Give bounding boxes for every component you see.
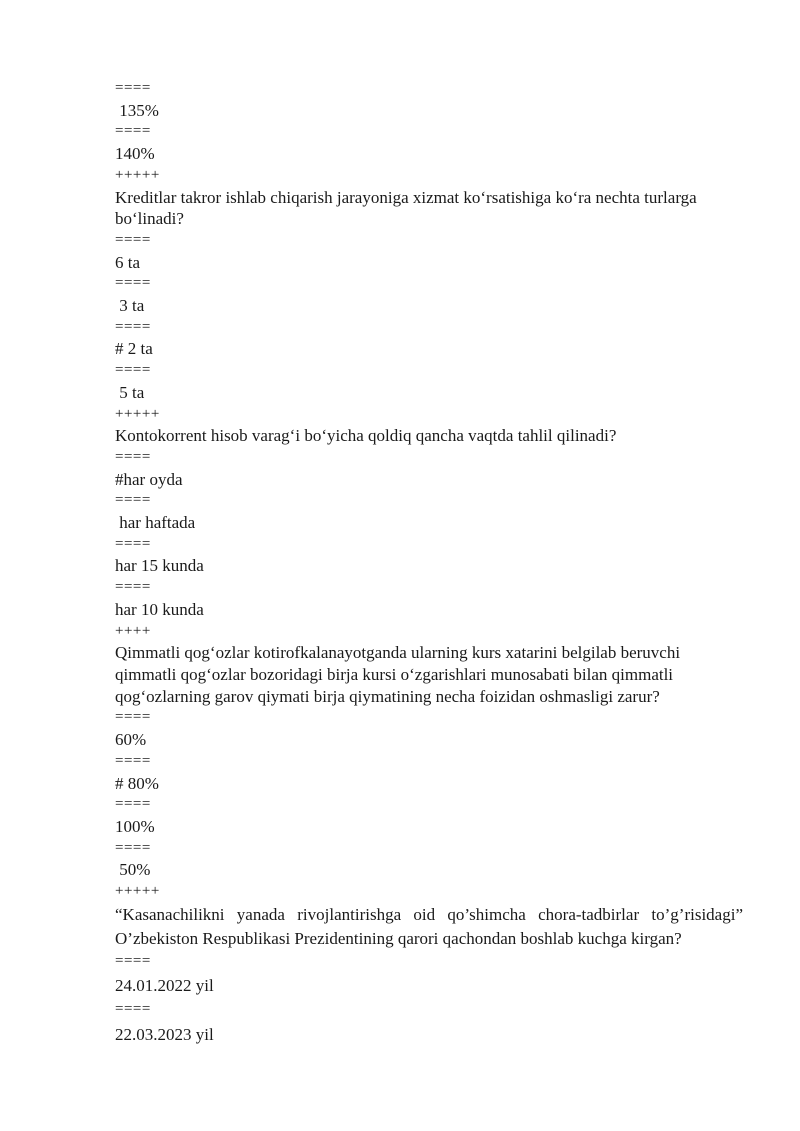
answer-option: 24.01.2022 yil: [115, 976, 214, 996]
separator-line: ====: [115, 709, 151, 726]
separator-line: ====: [115, 123, 151, 140]
separator-line: ====: [115, 448, 151, 465]
answer-option: # 80%: [115, 773, 159, 793]
separator-line: ====: [115, 1001, 151, 1018]
separator-line: ====: [115, 362, 151, 379]
answer-option: 22.03.2023 yil: [115, 1025, 214, 1045]
question-text: “Kasanachilikni yanada rivojlantirishga oid qo’shimcha chora-tadbirlar to’g’risidagi” O’zbekiston Respublikasi Prezidentining qarori qachondan boshlab kuchga kirgan?: [115, 904, 743, 948]
answer-option: har 10 kunda: [115, 599, 204, 619]
question-text: Kreditlar takror ishlab chiqarish jarayoniga xizmat ko‘rsatishiga ko‘ra nechta turlarga bo‘linadi?: [115, 187, 697, 229]
answer-option: 6 ta: [115, 252, 141, 272]
answer-option: #har oyda: [115, 469, 183, 489]
separator-line: ====: [115, 579, 151, 596]
answer-option: 50%: [115, 860, 151, 880]
answer-option: 100%: [115, 816, 155, 836]
separator-line: ====: [115, 231, 151, 248]
answer-option: # 2 ta: [115, 339, 153, 359]
question-text: Kontokorrent hisob varag‘i bo‘yicha qoldiq qancha vaqtda tahlil qilinadi?: [115, 426, 617, 446]
separator-line: ====: [115, 80, 151, 96]
separator-line: ====: [115, 796, 151, 813]
answer-option: har haftada: [115, 513, 196, 533]
separator-line: ++++: [115, 622, 151, 639]
separator-line: ====: [115, 275, 151, 292]
separator-line: ====: [115, 535, 151, 552]
separator-line: ====: [115, 952, 151, 969]
document-page: [115, 78, 743, 1048]
question-text: Qimmatli qog‘ozlar kotirofkalanayotganda ularning kurs xatarini belgilab beruvchi qimmatli qog‘ozlar bozoridagi birja kursi o‘zgarishlari munosabati bilan qimmatli qog‘ozlarning garov qiymati birja qiymatining necha foizidan oshmasligi zarur?: [115, 643, 681, 706]
separator-line: ====: [115, 492, 151, 509]
answer-option: 5 ta: [115, 382, 145, 402]
separator-line: +++++: [115, 883, 160, 900]
separator-line: +++++: [115, 405, 160, 422]
answer-option: 140%: [115, 144, 155, 164]
answer-option: 135%: [115, 100, 159, 120]
answer-option: har 15 kunda: [115, 556, 204, 576]
separator-line: ====: [115, 318, 151, 335]
answer-option: 3 ta: [115, 296, 145, 316]
separator-line: +++++: [115, 166, 160, 183]
answer-option: 60%: [115, 730, 147, 750]
separator-line: ====: [115, 839, 151, 856]
separator-line: ====: [115, 752, 151, 769]
